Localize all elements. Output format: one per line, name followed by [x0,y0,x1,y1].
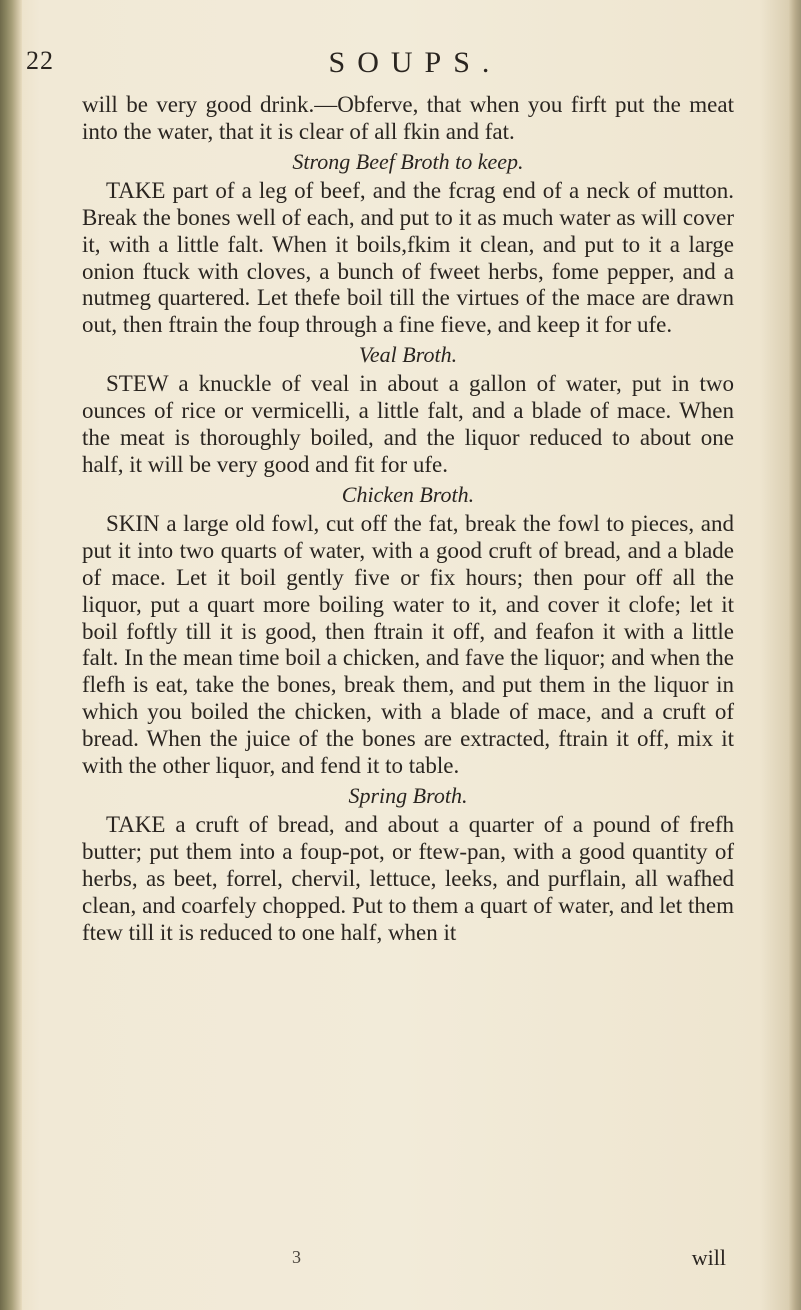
section-heading-veal-broth: Veal Broth. [358,342,458,368]
section-text-spring-broth: TAKE a cruft of bread, and about a quarter of a pound of frefh butter; put them into a foup-pot, or ftew-pan, with a good quantity of herbs, as beet, forrel, chervil, lettuce, leeks, and purflain, all wafhed clean, and coarfely chopped. Put to them a quart of water, and let them ftew till it is reduced to one half, when it [82,811,734,945]
section-text-strong-beef-broth: TAKE part of a leg of beef, and the fcrag end of a neck of mutton. Break the bones well of each, and put to it as much water as will cover it, with a little falt. When it boils,fkim it clean, and put to it a large onion ftuck with cloves, a bunch of fweet herbs, fome pepper, and a nutmeg quartered. Let thefe boil till the virtues of the mace are drawn out, then ftrain the foup through a fine fieve, and keep it for ufe. [82,177,734,338]
section-heading-chicken-broth: Chicken Broth. [341,481,475,507]
page-header [0,46,801,86]
section-text-veal-broth: STEW a knuckle of veal in about a gallon of water, put in two ounces of rice or vermicelli, a little falt, and a blade of mace. When the meat is thoroughly boiled, and the liquor reduced to about one half, it will be very good and fit for ufe. [82,371,734,477]
section-heading-spring-broth: Spring Broth. [348,782,468,808]
opening-paragraph: will be very good drink.—Obferve, that when you firft put the meat into the water, that it is clear of all fkin and fat. [82,92,734,144]
section-text-chicken-broth: SKIN a large old fowl, cut off the fat, break the fowl to pieces, and put it into two quarts of water, with a good cruft of bread, and a blade of mace. Let it boil gently five or fix hours; then pour off all the liquor, put a quart more boiling water to it, and cover it clofe; let it boil foftly till it is good, then ftrain it off, and feafon it with a little falt. In the mean time boil a chicken, and fave the liquor; and when the flefh is eat, take the bones, break them, and put them in the liquor in which you boiled the chicken, with a blade of mace, and a cruft of bread. When the juice of the bones are extracted, ftrain it off, mix it with the other liquor, and fend it to table. [82,510,734,779]
section-heading-strong-beef-broth: Strong Beef Broth to keep. [292,148,524,174]
signature-mark: 3 [292,1247,301,1267]
page-text [82,92,734,946]
page-number: 22 [26,46,54,75]
running-head: SOUPS. [328,46,502,79]
catchword: will [691,1245,726,1270]
page-binding-edge [0,0,22,1310]
page-footer [82,1247,734,1275]
page-right-edge [789,0,801,1310]
